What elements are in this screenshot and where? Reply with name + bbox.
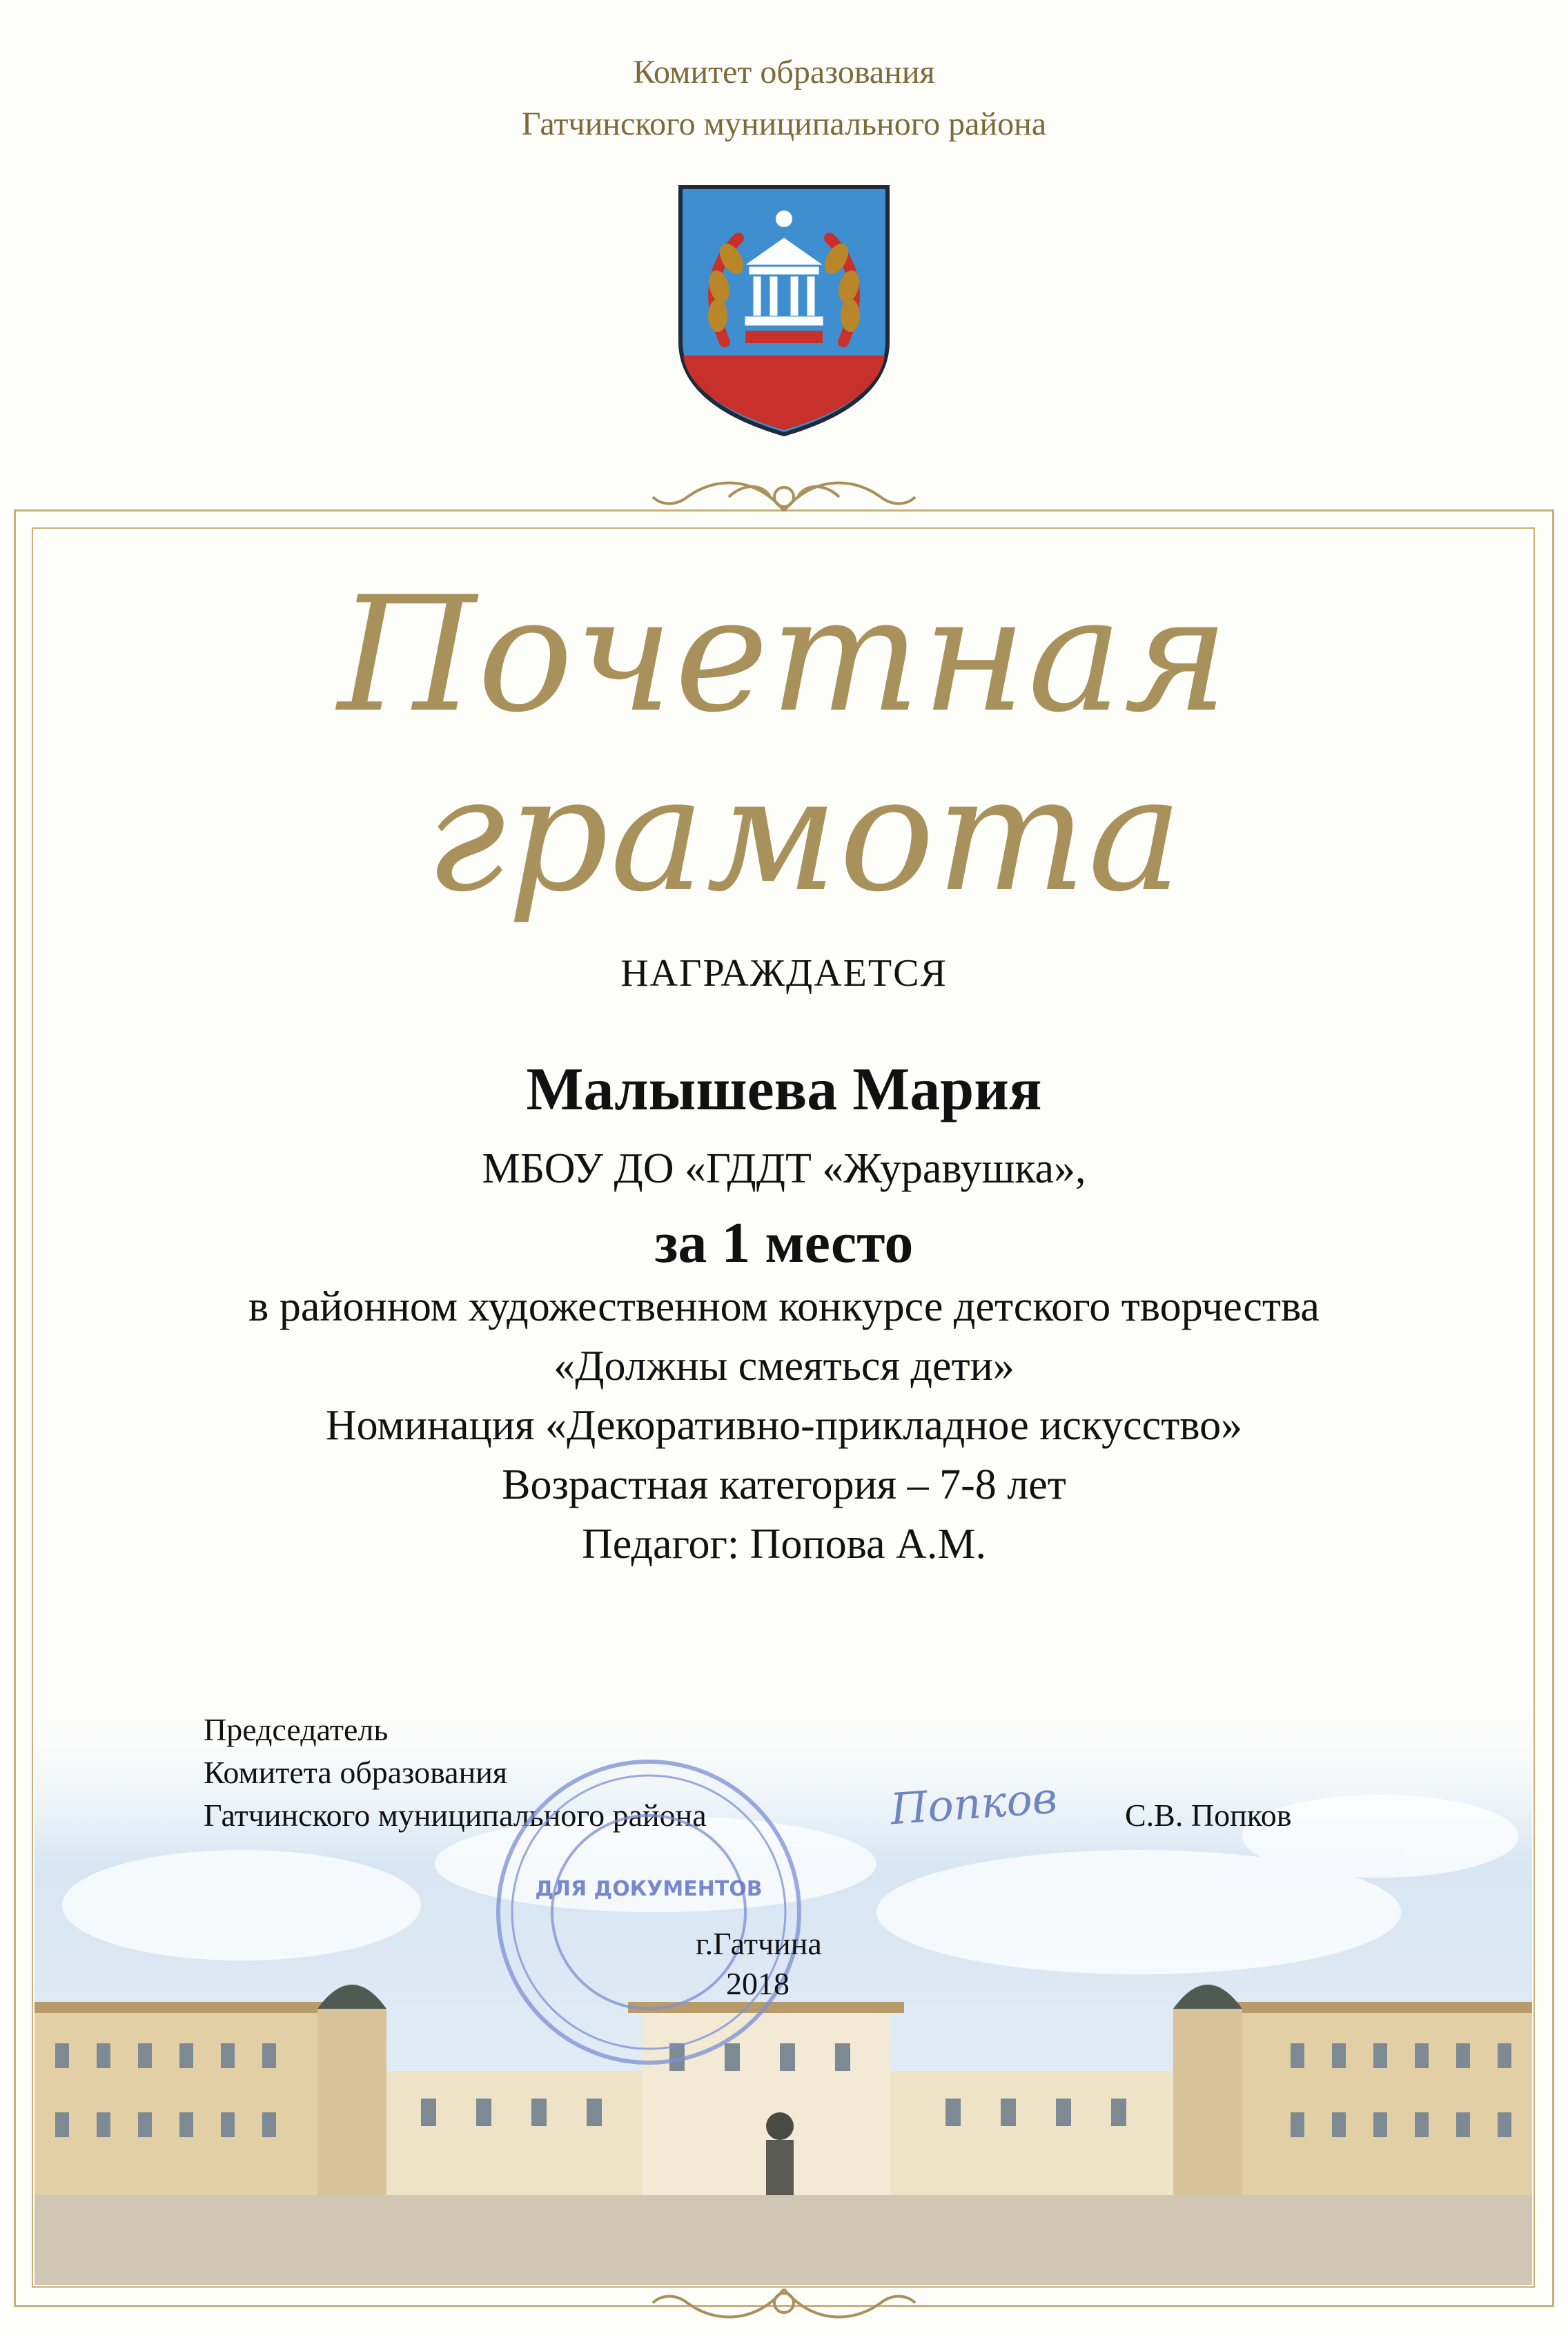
recipient-name: Малышева Мария xyxy=(526,1056,1042,1123)
committee-name-line2: Гатчинского муниципального района xyxy=(521,106,1047,142)
city: г.Гатчина xyxy=(696,1926,822,1961)
age-category: Возрастная категория – 7-8 лет xyxy=(502,1461,1066,1508)
stamp-rings xyxy=(490,1753,807,2071)
coat-of-arms-emblem xyxy=(676,183,892,438)
recipient-organization: МБОУ ДО «ГДДТ «Журавушка», xyxy=(482,1145,1086,1192)
signatory-title-line2: Комитета образования xyxy=(204,1755,507,1790)
nomination: Номинация «Декоративно-прикладное искусство» xyxy=(325,1402,1243,1449)
top-ornament xyxy=(646,469,922,525)
signatory-title-line1: Председатель xyxy=(204,1712,389,1747)
teacher: Педагог: Попова А.М. xyxy=(582,1521,986,1568)
official-stamp xyxy=(490,1753,807,2071)
year: 2018 xyxy=(726,1966,790,2001)
committee-name-line1: Комитет образования xyxy=(633,54,935,90)
signatory-title-line3: Гатчинского муниципального района xyxy=(204,1798,707,1833)
awarded-label: НАГРАЖДАЕТСЯ xyxy=(620,952,948,995)
signatory-name: С.В. Попков xyxy=(1125,1798,1292,1833)
stamp-text: ДЛЯ ДОКУМЕНТОВ xyxy=(535,1877,763,1901)
contest-name: «Должны смеяться дети» xyxy=(553,1343,1015,1390)
certificate-title-line2: грамота xyxy=(425,743,1184,927)
certificate-title-line1: Почетная xyxy=(337,563,1231,748)
award-place: за 1 место xyxy=(654,1211,914,1275)
contest-description: в районном художественном конкурсе детского творчества xyxy=(248,1283,1320,1330)
handwritten-signature: Попков xyxy=(888,1772,1059,1835)
